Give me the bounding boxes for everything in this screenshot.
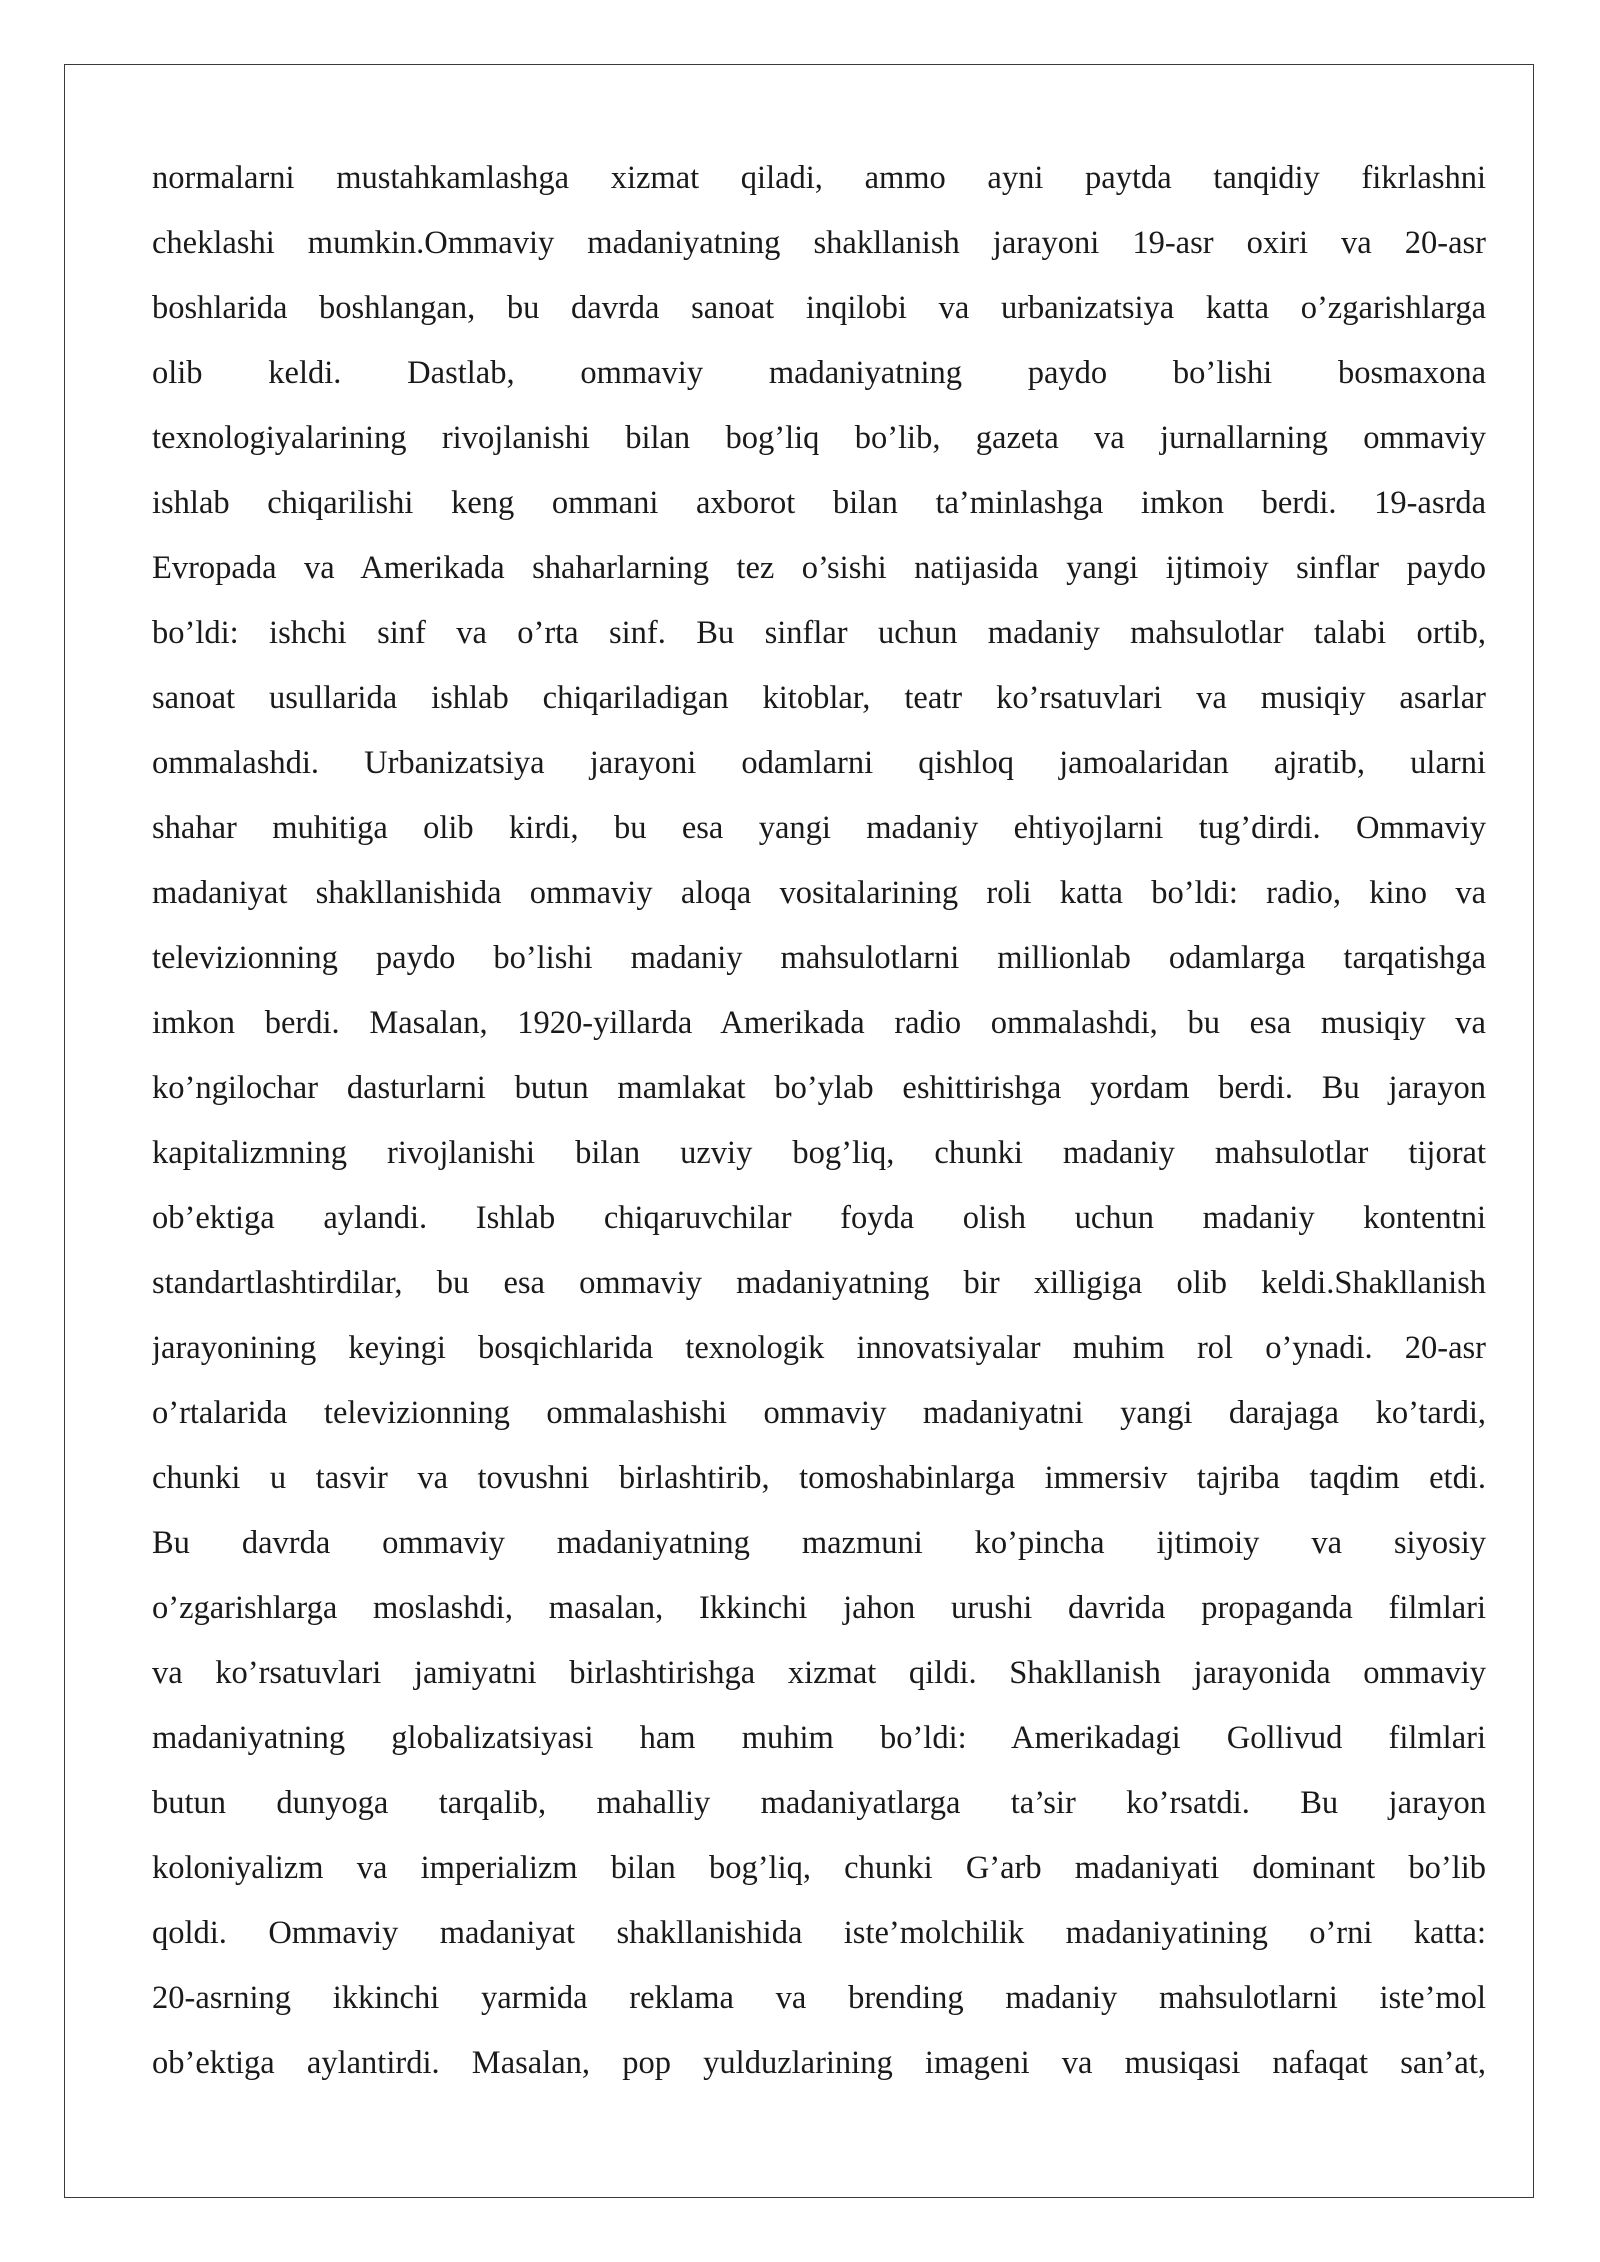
text-line: texnologiyalarining rivojlanishi bilan bog’liq bo’lib, gazeta va jurnallarning ommaviy bbox=[152, 420, 1486, 456]
text-line: olib keldi. Dastlab, ommaviy madaniyatning paydo bo’lishi bosmaxona bbox=[152, 355, 1486, 391]
text-line: boshlarida boshlangan, bu davrda sanoat inqilobi va urbanizatsiya katta o’zgarishlarga bbox=[152, 290, 1486, 326]
text-line: va ko’rsatuvlari jamiyatni birlashtirishga xizmat qildi. Shakllanish jarayonida ommaviy bbox=[152, 1655, 1486, 1691]
text-line: kapitalizmning rivojlanishi bilan uzviy bog’liq, chunki madaniy mahsulotlar tijorat bbox=[152, 1135, 1486, 1171]
text-line: qoldi. Ommaviy madaniyat shakllanishida iste’molchilik madaniyatining o’rni katta: bbox=[152, 1915, 1486, 1951]
text-line: butun dunyoga tarqalib, mahalliy madaniyatlarga ta’sir ko’rsatdi. Bu jarayon bbox=[152, 1785, 1486, 1821]
text-line: ob’ektiga aylandi. Ishlab chiqaruvchilar foyda olish uchun madaniy kontentni bbox=[152, 1200, 1486, 1236]
text-line: Evropada va Amerikada shaharlarning tez o’sishi natijasida yangi ijtimoiy sinflar paydo bbox=[152, 550, 1486, 586]
text-line: madaniyatning globalizatsiyasi ham muhim bo’ldi: Amerikadagi Gollivud filmlari bbox=[152, 1720, 1486, 1756]
body-text bbox=[152, 146, 1486, 2096]
text-line: 20-asrning ikkinchi yarmida reklama va brending madaniy mahsulotlarni iste’mol bbox=[152, 1980, 1486, 2016]
text-line: koloniyalizm va imperializm bilan bog’liq, chunki G’arb madaniyati dominant bo’lib bbox=[152, 1850, 1486, 1886]
text-line: chunki u tasvir va tovushni birlashtirib, tomoshabinlarga immersiv tajriba taqdim etdi. bbox=[152, 1460, 1486, 1496]
text-line: cheklashi mumkin.Ommaviy madaniyatning shakllanish jarayoni 19-asr oxiri va 20-asr bbox=[152, 225, 1486, 261]
text-line: normalarni mustahkamlashga xizmat qiladi, ammo ayni paytda tanqidiy fikrlashni bbox=[152, 160, 1486, 196]
text-line: imkon berdi. Masalan, 1920-yillarda Amerikada radio ommalashdi, bu esa musiqiy va bbox=[152, 1005, 1486, 1041]
text-line: madaniyat shakllanishida ommaviy aloqa vositalarining roli katta bo’ldi: radio, kino va bbox=[152, 875, 1486, 911]
text-line: ko’ngilochar dasturlarni butun mamlakat bo’ylab eshittirishga yordam berdi. Bu jarayon bbox=[152, 1070, 1486, 1106]
text-line: ob’ektiga aylantirdi. Masalan, pop yulduzlarining imageni va musiqasi nafaqat san’at, bbox=[152, 2045, 1486, 2081]
text-line: televizionning paydo bo’lishi madaniy mahsulotlarni millionlab odamlarga tarqatishga bbox=[152, 940, 1486, 976]
text-line: jarayonining keyingi bosqichlarida texnologik innovatsiyalar muhim rol o’ynadi. 20-asr bbox=[152, 1330, 1486, 1366]
text-line: sanoat usullarida ishlab chiqariladigan kitoblar, teatr ko’rsatuvlari va musiqiy asarlar bbox=[152, 680, 1486, 716]
text-line: standartlashtirdilar, bu esa ommaviy madaniyatning bir xilligiga olib keldi.Shakllanish bbox=[152, 1265, 1486, 1301]
text-line: bo’ldi: ishchi sinf va o’rta sinf. Bu sinflar uchun madaniy mahsulotlar talabi ortib, bbox=[152, 615, 1486, 651]
text-line: o’zgarishlarga moslashdi, masalan, Ikkinchi jahon urushi davrida propaganda filmlari bbox=[152, 1590, 1486, 1626]
text-line: o’rtalarida televizionning ommalashishi ommaviy madaniyatni yangi darajaga ko’tardi, bbox=[152, 1395, 1486, 1431]
text-line: Bu davrda ommaviy madaniyatning mazmuni ko’pincha ijtimoiy va siyosiy bbox=[152, 1525, 1486, 1561]
text-line: ishlab chiqarilishi keng ommani axborot bilan ta’minlashga imkon berdi. 19-asrda bbox=[152, 485, 1486, 521]
text-line: shahar muhitiga olib kirdi, bu esa yangi madaniy ehtiyojlarni tug’dirdi. Ommaviy bbox=[152, 810, 1486, 846]
text-line: ommalashdi. Urbanizatsiya jarayoni odamlarni qishloq jamoalaridan ajratib, ularni bbox=[152, 745, 1486, 781]
